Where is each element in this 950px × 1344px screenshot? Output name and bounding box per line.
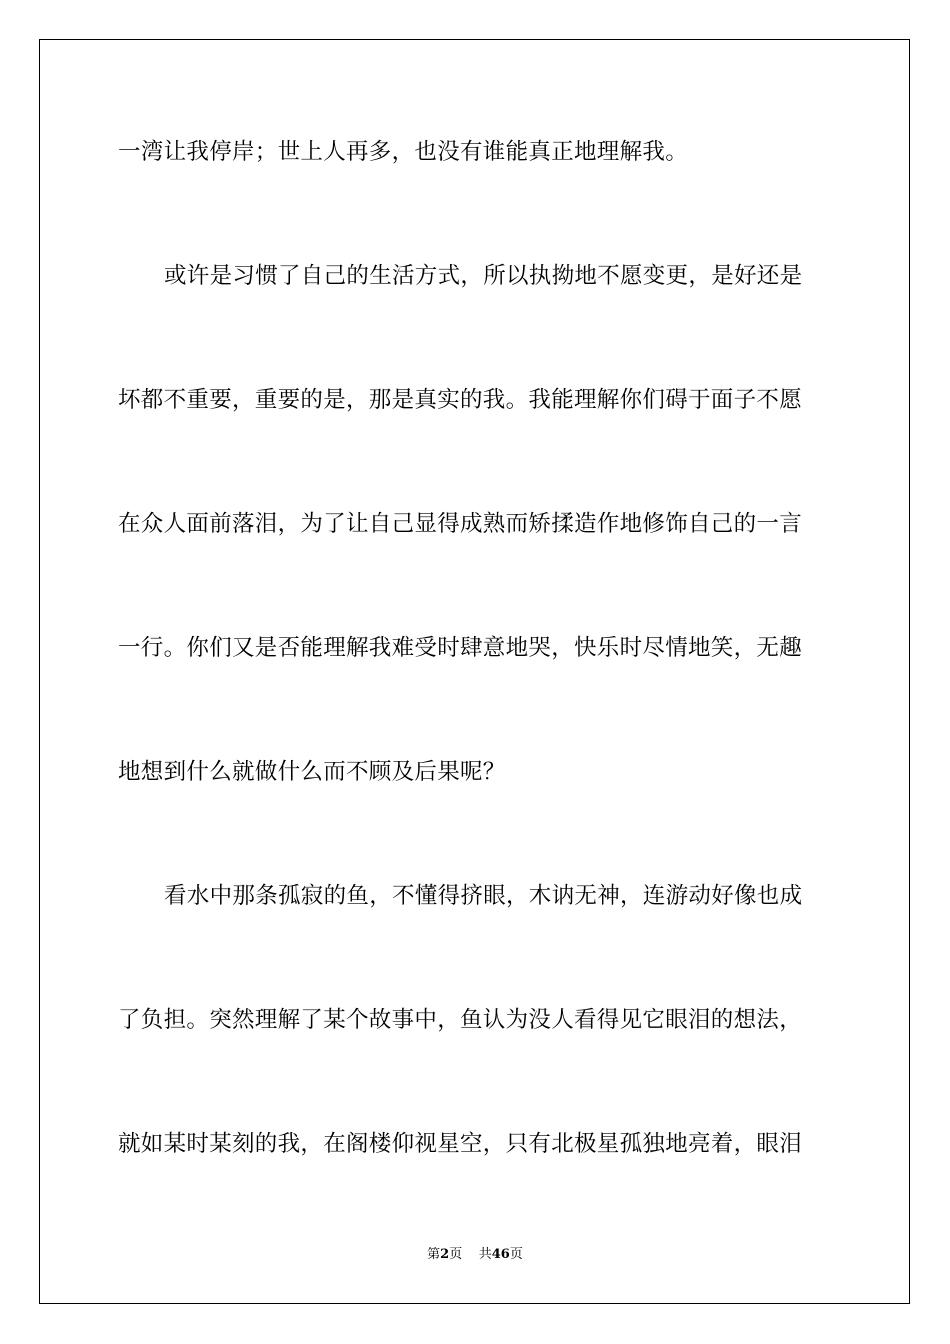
total-prefix: 共 [478,1247,492,1262]
text-line-9: 就如某时某刻的我，在阁楼仰视星空，只有北极星孤独地亮着，眼泪 [118,1131,803,1157]
text-line-4: 在众人面前落泪，为了让自己显得成熟而矫揉造作地修饰自己的一言 [118,511,803,537]
text-line-1: 一湾让我停岸；世上人再多，也没有谁能真正地理解我。 [118,139,689,165]
page-border [39,39,910,1304]
text-line-7: 看水中那条孤寂的鱼，不懂得挤眼，木讷无神，连游动好像也成 [164,883,803,909]
page-suffix: 页 [449,1247,463,1262]
page-footer [0,1247,950,1263]
text-line-3: 坏都不重要，重要的是，那是真实的我。我能理解你们碍于面子不愿 [118,387,803,413]
current-page-number: 2 [440,1247,450,1262]
text-line-8: 了负担。突然理解了某个故事中，鱼认为没人看得见它眼泪的想法， [118,1007,803,1033]
total-page-count: 46 [491,1247,510,1262]
text-line-6: 地想到什么就做什么而不顾及后果呢？ [118,759,506,785]
text-line-5: 一行。你们又是否能理解我难受时肆意地哭，快乐时尽情地笑，无趣 [118,635,803,661]
page-prefix: 第 [427,1247,441,1262]
text-line-2: 或许是习惯了自己的生活方式，所以执拗地不愿变更，是好还是 [164,263,803,289]
total-suffix: 页 [509,1247,523,1262]
